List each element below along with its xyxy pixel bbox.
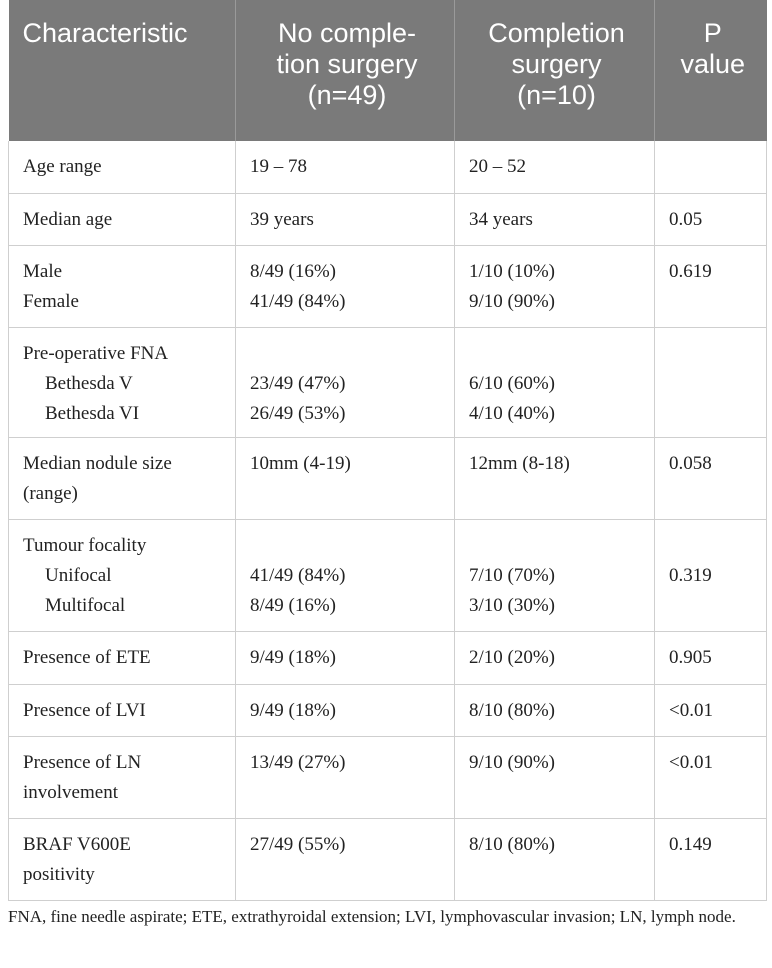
- cell-p-value-line: 0.058: [669, 452, 712, 474]
- header-no-completion-line-1: No comple-: [277, 18, 417, 48]
- cell-p-value-line: <0.01: [669, 751, 713, 773]
- cell-no-completion-line: 8/49 (16%): [250, 260, 337, 282]
- cell-completion-line: 2/10 (20%): [469, 646, 556, 668]
- cell-completion-line: 9/10 (90%): [469, 751, 556, 773]
- cell-characteristic-line: Unifocal: [45, 564, 112, 586]
- cell-completion-line: 7/10 (70%): [469, 564, 556, 586]
- table-row: [9, 684, 767, 736]
- cell-characteristic-line: Age range: [23, 156, 102, 177]
- cell-no-completion-line: 9/49 (18%): [250, 646, 337, 668]
- cell-no-completion-line: 41/49 (84%): [250, 564, 346, 586]
- cell-characteristic: [9, 818, 236, 900]
- cell-p-value-line: [669, 531, 756, 561]
- header-p-line-1: P: [703, 18, 722, 48]
- cell-completion-line: 20 – 52: [469, 156, 526, 177]
- cell-completion: [455, 437, 655, 519]
- cell-no-completion: [236, 684, 455, 736]
- cell-completion-line: 8/10 (80%): [469, 833, 556, 855]
- cell-no-completion-line: 27/49 (55%): [250, 833, 346, 855]
- cell-no-completion-line: 26/49 (53%): [250, 402, 346, 424]
- cell-characteristic-line: Presence of ETE: [23, 646, 151, 668]
- cell-p-value: [655, 631, 767, 684]
- cell-no-completion: [236, 631, 455, 684]
- cell-completion: [455, 684, 655, 736]
- table-footnote: FNA, fine needle aspirate; ETE, extrathyroidal extension; LVI, lymphovascular invasion; LN, lymph node.: [8, 907, 736, 926]
- cell-characteristic-line: Median age: [23, 208, 113, 230]
- cell-no-completion-line: 41/49 (84%): [250, 290, 346, 312]
- cell-completion: [455, 193, 655, 245]
- cell-completion-line: 4/10 (40%): [469, 402, 556, 424]
- table-row: [9, 818, 767, 900]
- cell-completion-line: 6/10 (60%): [469, 372, 556, 394]
- cell-characteristic: [9, 327, 236, 437]
- cell-no-completion-line: 19 – 78: [250, 156, 307, 177]
- cell-no-completion: [236, 736, 455, 818]
- cell-completion: [455, 736, 655, 818]
- cell-completion-line: 9/10 (90%): [469, 290, 556, 312]
- cell-characteristic: [9, 631, 236, 684]
- cell-completion: [455, 519, 655, 631]
- cell-p-value: [655, 818, 767, 900]
- cell-characteristic-line: (range): [23, 482, 78, 504]
- cell-p-value-line: 0.149: [669, 833, 712, 855]
- cell-completion: [455, 141, 655, 193]
- cell-no-completion-line: 8/49 (16%): [250, 594, 337, 616]
- cell-no-completion-line: 23/49 (47%): [250, 372, 346, 394]
- cell-completion: [455, 245, 655, 327]
- cell-characteristic-line: Median nodule size: [23, 452, 172, 474]
- cell-p-value: [655, 736, 767, 818]
- header-p-value: [655, 0, 767, 141]
- cell-no-completion-line: [250, 339, 444, 369]
- cell-characteristic-line: BRAF V600E: [23, 833, 131, 855]
- table-row: [9, 245, 767, 327]
- cell-completion-line: 3/10 (30%): [469, 594, 556, 616]
- cell-no-completion: [236, 327, 455, 437]
- cell-p-value-line: [669, 152, 756, 182]
- header-completion-line-1: Completion: [488, 18, 625, 48]
- header-characteristic-label: Characteristic: [22, 18, 188, 48]
- cell-no-completion-line: 13/49 (27%): [250, 751, 346, 773]
- cell-completion-line: 12mm (8-18): [469, 452, 570, 474]
- table-container: [8, 0, 766, 901]
- header-no-completion-line-2: tion surgery: [276, 49, 418, 79]
- cell-p-value: [655, 193, 767, 245]
- characteristics-table: [8, 0, 767, 901]
- cell-no-completion: [236, 818, 455, 900]
- cell-characteristic-line: Presence of LN: [23, 751, 142, 773]
- header-completion-line-2: surgery: [511, 49, 602, 79]
- cell-p-value: [655, 141, 767, 193]
- cell-completion: [455, 327, 655, 437]
- cell-p-value-line: <0.01: [669, 699, 713, 721]
- header-no-completion-line-3: (n=49): [307, 80, 387, 110]
- cell-characteristic-line: involvement: [23, 781, 118, 803]
- cell-characteristic-line: Bethesda V: [45, 372, 133, 394]
- cell-completion-line: 1/10 (10%): [469, 260, 556, 282]
- cell-completion: [455, 631, 655, 684]
- cell-characteristic: [9, 519, 236, 631]
- table-row: [9, 519, 767, 631]
- cell-no-completion-line: [250, 531, 444, 561]
- cell-p-value-line: 0.619: [669, 260, 712, 282]
- cell-p-value-line: [669, 339, 756, 369]
- cell-characteristic: [9, 245, 236, 327]
- header-p-line-2: value: [680, 49, 746, 79]
- cell-characteristic: [9, 684, 236, 736]
- header-characteristic: [9, 0, 236, 141]
- cell-characteristic-line: Pre-operative FNA: [23, 342, 169, 364]
- table-row: [9, 736, 767, 818]
- cell-p-value: [655, 519, 767, 631]
- cell-no-completion: [236, 519, 455, 631]
- cell-completion-line: 34 years: [469, 208, 533, 230]
- header-row: [9, 0, 767, 141]
- cell-characteristic-line: Multifocal: [45, 594, 126, 616]
- cell-completion-line: [469, 531, 644, 561]
- table-header: [9, 0, 767, 141]
- cell-characteristic-line: Presence of LVI: [23, 699, 146, 721]
- table-row: [9, 141, 767, 193]
- table-row: [9, 193, 767, 245]
- cell-p-value-line: 0.905: [669, 646, 712, 668]
- header-no-completion-surgery: [236, 0, 455, 141]
- table-row: [9, 327, 767, 437]
- cell-characteristic-line: Male: [23, 260, 63, 282]
- cell-no-completion-line: 39 years: [250, 208, 314, 230]
- table-row: [9, 631, 767, 684]
- cell-characteristic-line: Tumour focality: [23, 534, 147, 556]
- cell-completion: [455, 818, 655, 900]
- cell-p-value: [655, 684, 767, 736]
- cell-p-value: [655, 437, 767, 519]
- cell-characteristic: [9, 437, 236, 519]
- cell-characteristic: [9, 141, 236, 193]
- header-completion-line-3: (n=10): [517, 80, 596, 110]
- cell-no-completion-line: 10mm (4-19): [250, 452, 351, 474]
- cell-no-completion: [236, 193, 455, 245]
- cell-characteristic: [9, 736, 236, 818]
- cell-characteristic: [9, 193, 236, 245]
- cell-p-value: [655, 327, 767, 437]
- cell-completion-line: 8/10 (80%): [469, 699, 556, 721]
- cell-no-completion: [236, 141, 455, 193]
- cell-no-completion: [236, 437, 455, 519]
- cell-characteristic-line: positivity: [23, 863, 95, 885]
- cell-p-value-line: 0.05: [669, 208, 703, 230]
- table-row: [9, 437, 767, 519]
- cell-completion-line: [469, 339, 644, 369]
- cell-p-value: [655, 245, 767, 327]
- table-body: [9, 141, 767, 900]
- cell-no-completion-line: 9/49 (18%): [250, 699, 337, 721]
- cell-characteristic-line: Bethesda VI: [45, 402, 140, 424]
- cell-characteristic-line: Female: [23, 290, 79, 312]
- cell-no-completion: [236, 245, 455, 327]
- header-completion-surgery: [455, 0, 655, 141]
- cell-p-value-line: 0.319: [669, 564, 712, 586]
